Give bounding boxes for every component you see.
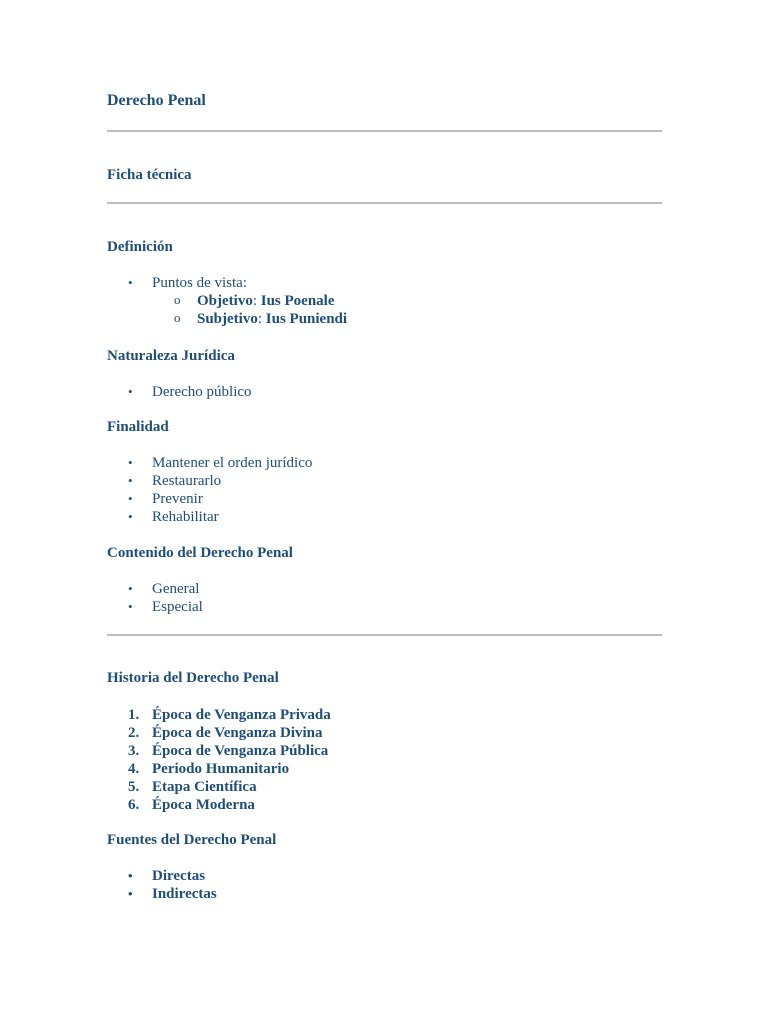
sub-item-value: Ius Poenale (260, 293, 335, 309)
list-item: Época Moderna (152, 797, 255, 813)
sub-item-value: Ius Puniendi (265, 311, 348, 327)
heading-finalidad: Finalidad (107, 419, 169, 435)
definicion-sublist (152, 292, 347, 328)
list-item: Época de Venganza Divina (152, 725, 323, 741)
list-item: Etapa Científica (152, 779, 257, 795)
fuentes-list (107, 867, 217, 903)
list-item: Época de Venganza Privada (152, 707, 331, 723)
list-item: • General (107, 580, 203, 598)
sub-list-item (152, 292, 347, 310)
list-item: • Mantener el orden jurídico (107, 454, 312, 472)
list-item: • Directas (107, 867, 217, 885)
list-item: • Indirectas (107, 885, 217, 903)
contenido-list (107, 580, 203, 616)
list-item: • Rehabilitar (107, 508, 312, 526)
sub-list-item (152, 310, 347, 328)
list-item (107, 274, 347, 328)
list-item: • Prevenir (107, 490, 312, 508)
list-item-text: Puntos de vista: (152, 275, 248, 291)
list-item: Periodo Humanitario (152, 761, 290, 777)
divider (107, 202, 662, 204)
sub-item-label: Objetivo (197, 293, 253, 309)
list-item: Época de Venganza Pública (152, 743, 329, 759)
heading-ficha-tecnica: Ficha técnica (107, 167, 192, 183)
finalidad-list (107, 454, 312, 526)
heading-definicion: Definición (107, 239, 173, 255)
historia-list (107, 706, 331, 814)
page-title: Derecho Penal (107, 92, 206, 109)
heading-fuentes: Fuentes del Derecho Penal (107, 832, 277, 848)
heading-historia: Historia del Derecho Penal (107, 670, 279, 686)
divider (107, 634, 662, 636)
definicion-list (107, 274, 347, 328)
heading-naturaleza-juridica: Naturaleza Jurídica (107, 348, 235, 364)
sub-item-separator: : (252, 293, 261, 309)
list-item: • Restaurarlo (107, 472, 312, 490)
sub-item-label: Subjetivo (197, 311, 258, 327)
sub-item-separator: : (257, 311, 266, 327)
divider (107, 130, 662, 132)
heading-contenido: Contenido del Derecho Penal (107, 545, 293, 561)
list-item: • Derecho público (107, 383, 252, 401)
list-item: • Especial (107, 598, 203, 616)
naturaleza-list (107, 383, 252, 401)
